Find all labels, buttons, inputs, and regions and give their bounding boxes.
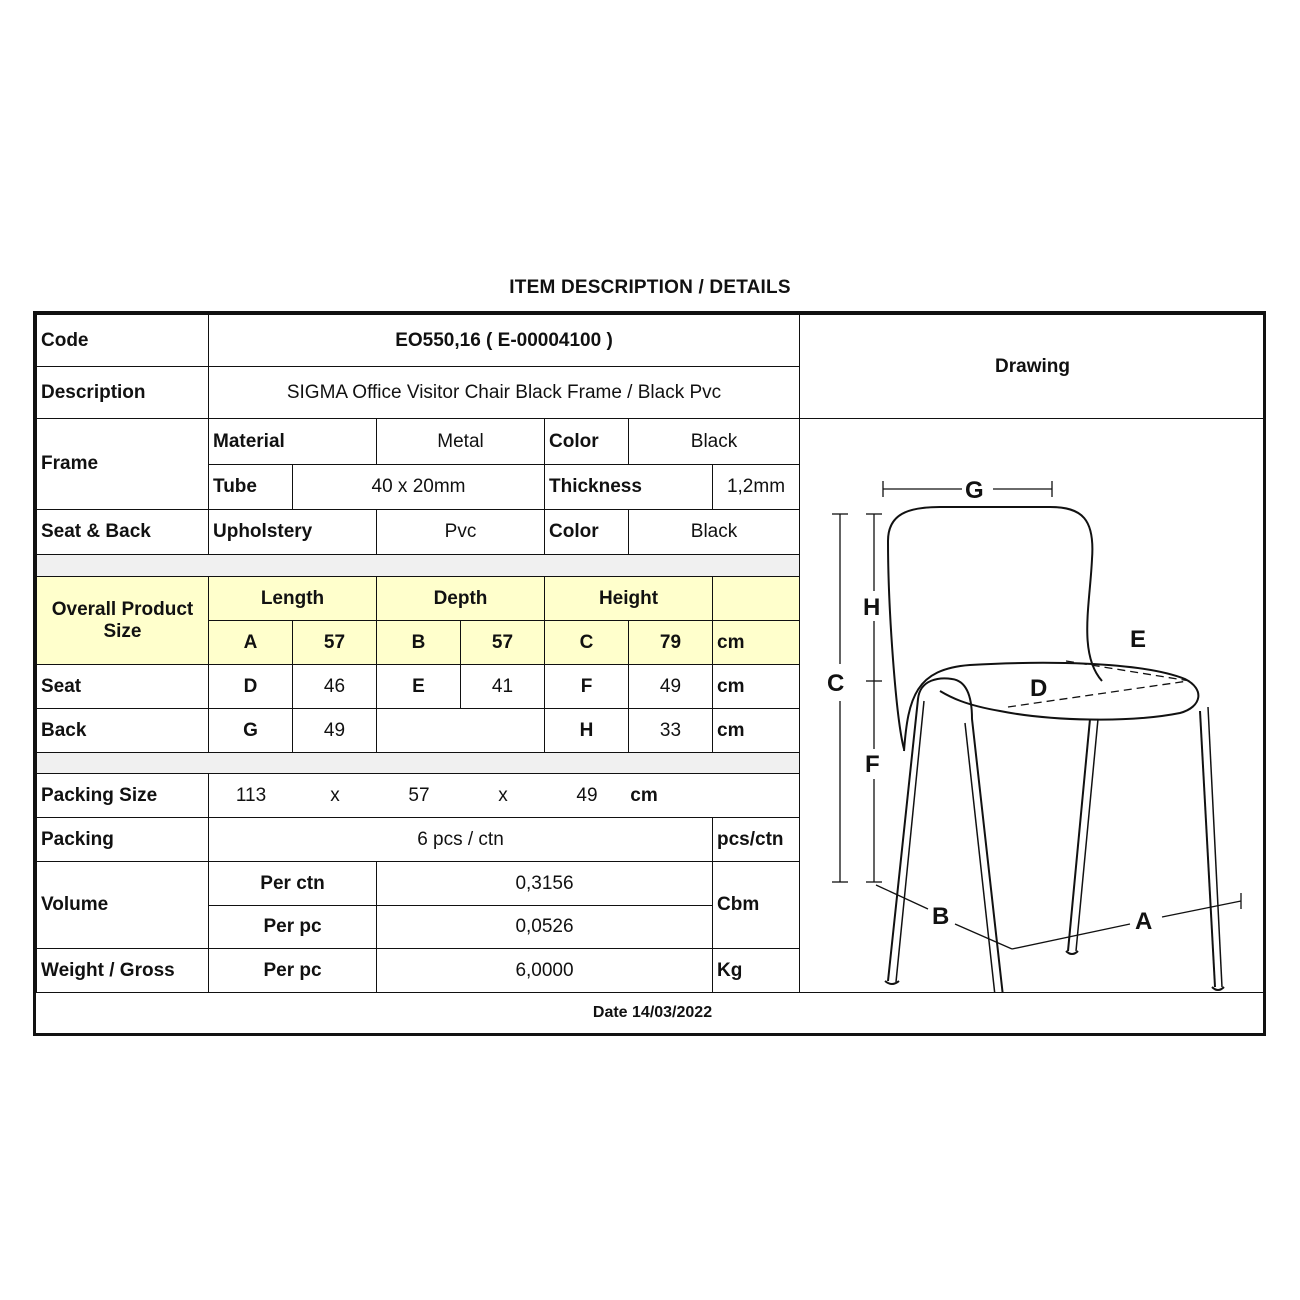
height-header: Height [544,576,713,621]
packing-x2: x [498,784,508,806]
back-unit: cm [712,708,800,753]
back-h-letter: H [544,708,629,753]
spec-sheet [33,311,1266,1036]
description-value: SIGMA Office Visitor Chair Black Frame / Black Pvc [208,366,800,419]
chair-rear-leg [1200,711,1215,987]
seat-label: Seat [36,664,209,709]
weight-unit: Kg [712,948,800,993]
volume-label: Volume [36,861,209,949]
letter-c: C [827,670,845,697]
length-header: Length [208,576,377,621]
letter-a: A [1135,908,1153,935]
drawing-label: Drawing [995,355,1070,377]
overall-c-value: 79 [628,620,713,665]
seat-e-value: 41 [460,664,545,709]
chair-seat [904,663,1198,751]
back-g-letter: G [208,708,293,753]
overall-a-letter: A [208,620,293,665]
material-value: Metal [376,418,545,465]
packing-x1: x [330,784,340,806]
overall-size-label [36,576,209,665]
letter-f: F [865,751,880,778]
packing-length: 113 [235,784,267,806]
weight-per-pc-label: Per pc [208,948,377,993]
date-footer: Date 14/03/2022 [592,1004,713,1021]
frame-color-value: Black [628,418,800,465]
seat-back-label: Seat & Back [36,509,209,555]
depth-header: Depth [376,576,545,621]
seat-color-label: Color [544,509,629,555]
tube-label: Tube [208,464,293,510]
drawing-area [799,418,1266,993]
upholstery-value: Pvc [376,509,545,555]
upholstery-label: Upholstery [208,509,377,555]
seat-unit: cm [712,664,800,709]
overall-unit: cm [712,620,800,665]
per-ctn-value: 0,3156 [376,861,713,906]
per-pc-value: 0,0526 [376,905,713,949]
dimension-letters [827,477,1152,935]
chair-backrest [888,507,1102,749]
back-g-value: 49 [292,708,377,753]
seat-color-value: Black [628,509,800,555]
frame-label: Frame [36,418,209,510]
packing-width: 57 [408,784,430,806]
packing-unit: pcs/ctn [712,817,800,862]
drawing-header [799,314,1266,419]
back-empty [376,708,545,753]
tube-value: 40 x 20mm [292,464,545,510]
letter-e: E [1130,626,1147,653]
per-pc-label: Per pc [208,905,377,949]
code-label: Code [36,314,209,367]
overall-b-letter: B [376,620,461,665]
packing-height: 49 [576,784,598,806]
back-label: Back [36,708,209,753]
frame-color-label: Color [544,418,629,465]
packing-size-label: Packing Size [36,773,209,818]
back-h-value: 33 [628,708,713,753]
packing-value: 6 pcs / ctn [208,817,713,862]
seat-d-letter: D [208,664,293,709]
overall-a-value: 57 [292,620,377,665]
letter-g: G [965,477,984,504]
weight-value: 6,0000 [376,948,713,993]
packing-size-unit: cm [630,784,658,806]
material-label: Material [208,418,377,465]
seat-f-value: 49 [628,664,713,709]
per-ctn-label: Per ctn [208,861,377,906]
overall-unit-header [712,576,800,621]
code-value: EO550,16 ( E-00004100 ) [208,314,800,367]
letter-h: H [863,594,881,621]
seat-e-letter: E [376,664,461,709]
overall-c-letter: C [544,620,629,665]
chair-drawing [800,419,1266,993]
letter-d: D [1030,675,1048,702]
volume-unit: Cbm [712,861,800,949]
packing-label: Packing [36,817,209,862]
overall-b-value: 57 [460,620,545,665]
letter-b: B [932,903,950,930]
overall-size-label-text: Overall Product Size [51,598,194,642]
seat-d-value: 46 [292,664,377,709]
thickness-label: Thickness [544,464,713,510]
seat-f-letter: F [544,664,629,709]
spacer-row [36,554,800,577]
description-label: Description [36,366,209,419]
page-title: ITEM DESCRIPTION / DETAILS [509,277,791,298]
spacer-row-2 [36,752,800,774]
weight-label: Weight / Gross [36,948,209,993]
thickness-value: 1,2mm [712,464,800,510]
